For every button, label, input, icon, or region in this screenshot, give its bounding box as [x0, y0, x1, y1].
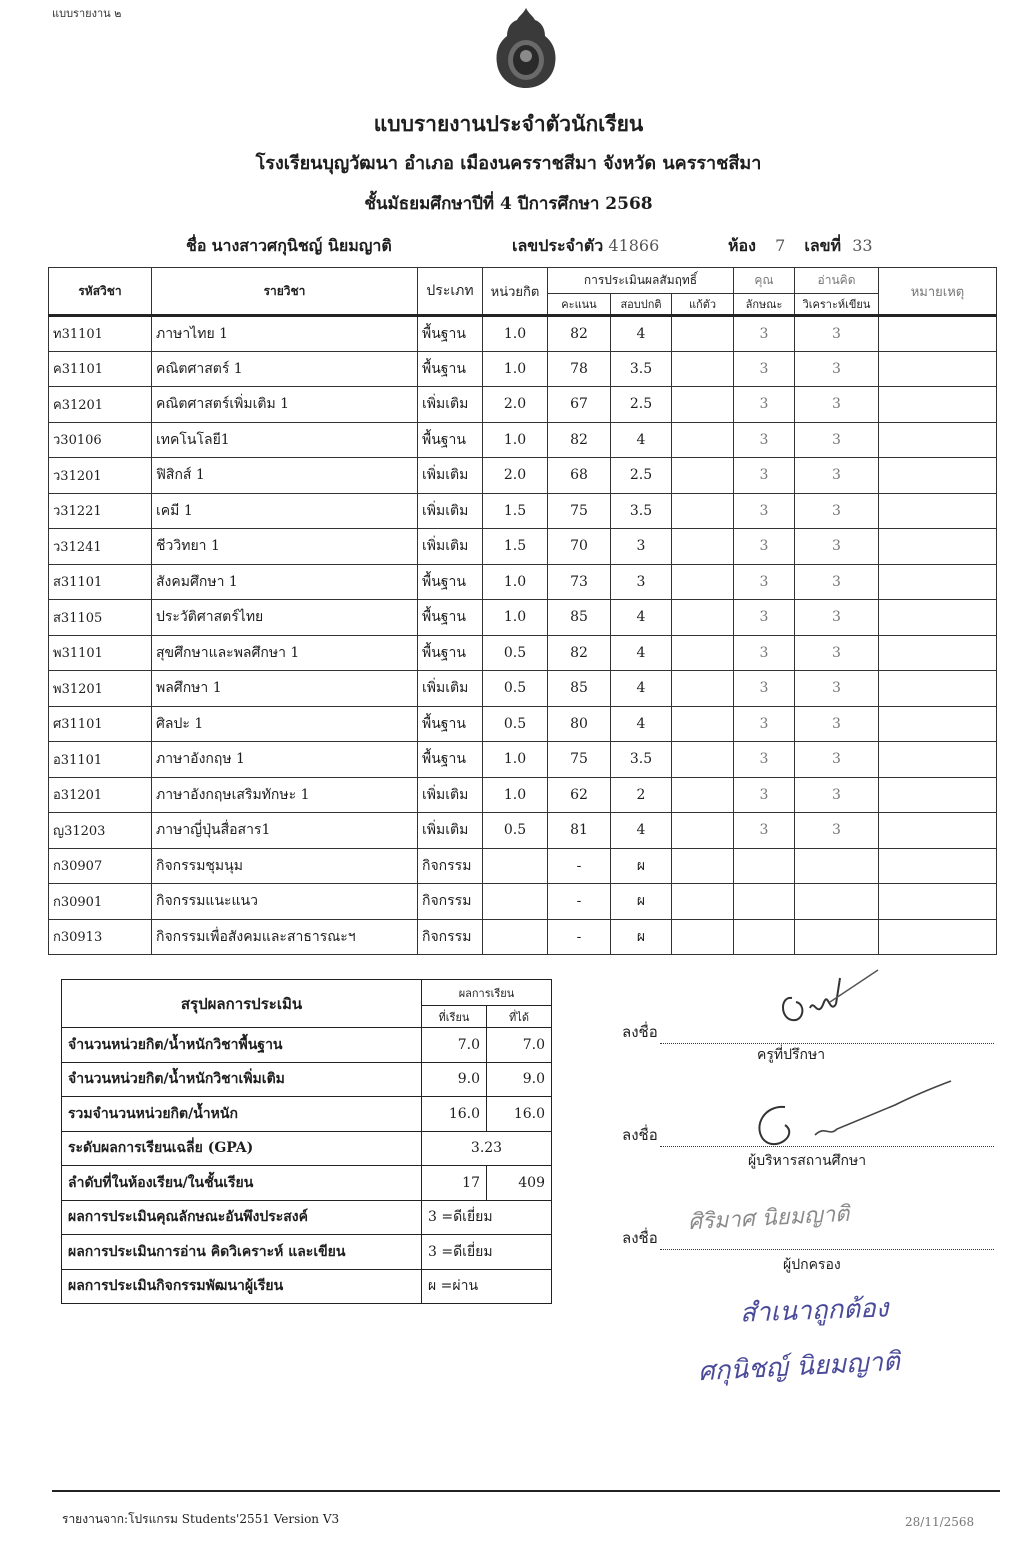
sign-label: ลงชื่อ [622, 1023, 658, 1041]
subject-read: 3 [795, 316, 879, 352]
subject-score: 67 [548, 387, 611, 423]
subject-remark [879, 635, 997, 671]
subject-remark [879, 351, 997, 387]
subject-char: 3 [734, 742, 795, 778]
summary-row-activity [62, 1269, 552, 1304]
subject-read: 3 [795, 635, 879, 671]
subject-retake [672, 813, 734, 849]
form-code: แบบรายงาน ๒ [52, 7, 122, 20]
summary-col-enrolled: ที่เรียน [422, 1006, 487, 1028]
summary-col-earned: ที่ได้ [487, 1006, 552, 1028]
subject-type: พื้นฐาน [418, 316, 483, 352]
subject-retake [672, 671, 734, 707]
subject-credits: 1.0 [483, 742, 548, 778]
subject-credits: 0.5 [483, 813, 548, 849]
level-line: ชั้นมัธยมศึกษาปีที่ 4 ปีการศึกษา 2568 [364, 194, 653, 214]
subject-score: 80 [548, 706, 611, 742]
subject-grade: 4 [611, 813, 672, 849]
summary-row-char [62, 1200, 552, 1235]
summary-title: สรุปผลการประเมิน [62, 980, 422, 1028]
subject-code: ส31105 [49, 600, 152, 636]
sign-label: ลงชื่อ [622, 1229, 658, 1247]
subject-code: ก30901 [49, 884, 152, 920]
report-title: แบบรายงานประจำตัวนักเรียน [373, 111, 644, 136]
subject-grade: 3.5 [611, 742, 672, 778]
subject-remark [879, 884, 997, 920]
subject-remark [879, 706, 997, 742]
subject-read: 3 [795, 813, 879, 849]
subject-remark [879, 600, 997, 636]
grade-row [49, 777, 997, 813]
subject-credits: 0.5 [483, 635, 548, 671]
subject-credits: 1.0 [483, 777, 548, 813]
subject-remark [879, 458, 997, 494]
subject-credits: 1.0 [483, 351, 548, 387]
subject-score: 82 [548, 316, 611, 352]
subject-type: พื้นฐาน [418, 351, 483, 387]
subject-name: ศิลปะ 1 [152, 706, 418, 742]
parent-role: ผู้ปกครอง [783, 1257, 841, 1273]
subject-code: ว31201 [49, 458, 152, 494]
subject-credits: 2.0 [483, 387, 548, 423]
subject-read: 3 [795, 777, 879, 813]
grade-row [49, 600, 997, 636]
subject-credits: 1.5 [483, 493, 548, 529]
subject-type: กิจกรรม [418, 919, 483, 955]
subject-retake [672, 742, 734, 778]
grade-row [49, 493, 997, 529]
grade-row [49, 387, 997, 423]
number-value: 33 [852, 236, 873, 255]
student-name: นางสาวศกุนิชญ์ นิยมญาติ [211, 236, 392, 255]
rank-room: 17 [422, 1166, 487, 1201]
subject-grade: 4 [611, 671, 672, 707]
subject-retake [672, 387, 734, 423]
subject-code: พ31201 [49, 671, 152, 707]
subject-credits: 1.5 [483, 529, 548, 565]
subject-code: ก30913 [49, 919, 152, 955]
subject-credits: 0.5 [483, 706, 548, 742]
subject-retake [672, 351, 734, 387]
subject-name: กิจกรรมเพื่อสังคมและสาธารณะฯ [152, 919, 418, 955]
subject-retake [672, 316, 734, 352]
student-name-row [186, 234, 392, 259]
summary-row-basic [62, 1028, 552, 1063]
subject-char: 3 [734, 458, 795, 494]
subject-remark [879, 919, 997, 955]
subject-name: ภาษาอังกฤษ 1 [152, 742, 418, 778]
read-label: ผลการประเมินการอ่าน คิดวิเคราะห์ และเขียน [62, 1235, 422, 1270]
subject-retake [672, 422, 734, 458]
subject-score: 73 [548, 564, 611, 600]
subject-code: พ31101 [49, 635, 152, 671]
summary-result-header: ผลการเรียน [422, 980, 552, 1006]
summary-label: จำนวนหน่วยกิต/น้ำหนักวิชาเพิ่มเติม [62, 1062, 422, 1097]
subject-code: ว31241 [49, 529, 152, 565]
subject-grade: 4 [611, 706, 672, 742]
char-value: 3 =ดีเยี่ยม [422, 1200, 552, 1235]
grade-row [49, 671, 997, 707]
subject-read [795, 919, 879, 955]
summary-earned: 9.0 [487, 1062, 552, 1097]
student-id-row [512, 234, 659, 259]
subject-char: 3 [734, 813, 795, 849]
subject-score: - [548, 919, 611, 955]
grade-row [49, 316, 997, 352]
subject-remark [879, 422, 997, 458]
school-line: โรงเรียนบุญวัฒนา อำเภอ เมืองนครราชสีมา จังหวัด นครราชสีมา [255, 153, 762, 174]
subject-type: พื้นฐาน [418, 422, 483, 458]
subject-read: 3 [795, 529, 879, 565]
subject-score: 78 [548, 351, 611, 387]
subject-name: ฟิสิกส์ 1 [152, 458, 418, 494]
subject-read: 3 [795, 387, 879, 423]
header-subject: รายวิชา [152, 268, 418, 316]
header-read-top: อ่านคิด [795, 268, 879, 294]
subject-code: อ31201 [49, 777, 152, 813]
rank-class: 409 [487, 1166, 552, 1201]
subject-score: 85 [548, 600, 611, 636]
subject-char: 3 [734, 564, 795, 600]
header-read-bottom: วิเคราะห์เขียน [795, 294, 879, 316]
subject-retake [672, 777, 734, 813]
subject-type: กิจกรรม [418, 848, 483, 884]
subject-char: 3 [734, 600, 795, 636]
subject-code: ศ31101 [49, 706, 152, 742]
grade-row [49, 529, 997, 565]
grade-row [49, 884, 997, 920]
header-char-bottom: ลักษณะ [734, 294, 795, 316]
subject-type: เพิ่มเติม [418, 493, 483, 529]
subject-name: ภาษาไทย 1 [152, 316, 418, 352]
grade-row [49, 351, 997, 387]
number-label: เลขที่ [804, 236, 842, 255]
subject-type: พื้นฐาน [418, 635, 483, 671]
summary-earned: 7.0 [487, 1028, 552, 1063]
room-value: 7 [775, 236, 786, 255]
subject-char: 3 [734, 387, 795, 423]
subject-credits [483, 919, 548, 955]
subject-score: 82 [548, 635, 611, 671]
subject-read: 3 [795, 671, 879, 707]
summary-label: รวมจำนวนหน่วยกิต/น้ำหนัก [62, 1097, 422, 1132]
subject-score: 81 [548, 813, 611, 849]
subject-code: ญ31203 [49, 813, 152, 849]
subject-remark [879, 777, 997, 813]
subject-type: เพิ่มเติม [418, 671, 483, 707]
subject-retake [672, 706, 734, 742]
subject-score: 75 [548, 493, 611, 529]
subject-retake [672, 600, 734, 636]
subject-name: ภาษาอังกฤษเสริมทักษะ 1 [152, 777, 418, 813]
grades-table [48, 267, 997, 955]
header-remark: หมายเหตุ [879, 268, 997, 316]
subject-grade: ผ [611, 884, 672, 920]
subject-char [734, 848, 795, 884]
subject-remark [879, 493, 997, 529]
subject-grade: 4 [611, 422, 672, 458]
subject-code: ท31101 [49, 316, 152, 352]
summary-label: จำนวนหน่วยกิต/น้ำหนักวิชาพื้นฐาน [62, 1028, 422, 1063]
summary-enrolled: 16.0 [422, 1097, 487, 1132]
certified-copy-note: สำเนาถูกต้อง [739, 1293, 889, 1329]
gpa-value: 3.23 [422, 1131, 552, 1166]
subject-retake [672, 458, 734, 494]
student-handwritten-name: ศกุนิชญ์ นิยมญาติ [697, 1346, 901, 1388]
summary-row-read [62, 1235, 552, 1270]
parent-signature: ศิริมาศ นิยมญาติ [687, 1201, 851, 1236]
subject-retake [672, 884, 734, 920]
subject-grade: 4 [611, 316, 672, 352]
subject-read [795, 848, 879, 884]
footer-date: 28/11/2568 [905, 1515, 975, 1529]
summary-row-gpa [62, 1131, 552, 1166]
subject-name: สุขศึกษาและพลศึกษา 1 [152, 635, 418, 671]
header-credits: หน่วยกิต [483, 268, 548, 316]
subject-char: 3 [734, 529, 795, 565]
header-retake: แก้ตัว [672, 294, 734, 316]
subject-read: 3 [795, 422, 879, 458]
subject-type: เพิ่มเติม [418, 529, 483, 565]
subject-retake [672, 848, 734, 884]
subject-read [795, 884, 879, 920]
subject-name: ภาษาญี่ปุ่นสื่อสาร1 [152, 813, 418, 849]
subject-credits [483, 848, 548, 884]
subject-read: 3 [795, 458, 879, 494]
subject-retake [672, 493, 734, 529]
subject-retake [672, 919, 734, 955]
subject-type: พื้นฐาน [418, 706, 483, 742]
advisor-role: ครูที่ปรึกษา [757, 1047, 826, 1063]
summary-enrolled: 9.0 [422, 1062, 487, 1097]
subject-score: - [548, 884, 611, 920]
activity-value: ผ =ผ่าน [422, 1269, 552, 1304]
subject-type: เพิ่มเติม [418, 777, 483, 813]
subject-name: คณิตศาสตร์ 1 [152, 351, 418, 387]
grade-row [49, 919, 997, 955]
subject-remark [879, 848, 997, 884]
subject-char: 3 [734, 316, 795, 352]
subject-char: 3 [734, 351, 795, 387]
name-label: ชื่อ [186, 236, 207, 255]
summary-row-total [62, 1097, 552, 1132]
footer-divider [52, 1490, 1000, 1492]
subject-remark [879, 813, 997, 849]
grade-row [49, 706, 997, 742]
room-row [728, 234, 873, 259]
subject-score: 82 [548, 422, 611, 458]
subject-score: 68 [548, 458, 611, 494]
grade-row [49, 458, 997, 494]
subject-name: กิจกรรมแนะแนว [152, 884, 418, 920]
gpa-label: ระดับผลการเรียนเฉลี่ย (GPA) [62, 1131, 422, 1166]
subject-type: เพิ่มเติม [418, 387, 483, 423]
subject-type: กิจกรรม [418, 884, 483, 920]
subject-char: 3 [734, 635, 795, 671]
subject-retake [672, 635, 734, 671]
subject-char: 3 [734, 493, 795, 529]
subject-credits: 0.5 [483, 671, 548, 707]
subject-grade: 3 [611, 529, 672, 565]
advisor-signature-icon [770, 968, 882, 1032]
header-type: ประเภท [418, 268, 483, 316]
subject-char: 3 [734, 422, 795, 458]
header-grade: สอบปกติ [611, 294, 672, 316]
subject-type: เพิ่มเติม [418, 458, 483, 494]
subject-code: อ31101 [49, 742, 152, 778]
subject-retake [672, 564, 734, 600]
grade-row [49, 742, 997, 778]
subject-read: 3 [795, 493, 879, 529]
subject-score: 75 [548, 742, 611, 778]
subject-char: 3 [734, 706, 795, 742]
subject-remark [879, 564, 997, 600]
subject-read: 3 [795, 706, 879, 742]
subject-grade: 3.5 [611, 351, 672, 387]
subject-read: 3 [795, 351, 879, 387]
read-value: 3 =ดีเยี่ยม [422, 1235, 552, 1270]
subject-grade: 2.5 [611, 387, 672, 423]
subject-grade: ผ [611, 848, 672, 884]
subject-type: พื้นฐาน [418, 564, 483, 600]
subject-remark [879, 742, 997, 778]
summary-row-rank [62, 1166, 552, 1201]
subject-name: เคมี 1 [152, 493, 418, 529]
subject-remark [879, 529, 997, 565]
grade-row [49, 422, 997, 458]
footer-source: รายงานจาก:โปรแกรม Students'2551 Version V3 [62, 1512, 340, 1526]
subject-read: 3 [795, 600, 879, 636]
grade-row [49, 635, 997, 671]
subject-type: พื้นฐาน [418, 742, 483, 778]
subject-name: กิจกรรมชุมนุม [152, 848, 418, 884]
subject-retake [672, 529, 734, 565]
subject-char: 3 [734, 671, 795, 707]
subject-credits: 1.0 [483, 422, 548, 458]
subject-credits: 2.0 [483, 458, 548, 494]
grade-row [49, 813, 997, 849]
rank-label: ลำดับที่ในห้องเรียน/ในชั้นเรียน [62, 1166, 422, 1201]
header-char-top: คุณ [734, 268, 795, 294]
subject-credits: 1.0 [483, 316, 548, 352]
sign-label: ลงชื่อ [622, 1126, 658, 1144]
subject-grade: 2.5 [611, 458, 672, 494]
subject-score: - [548, 848, 611, 884]
header-score: คะแนน [548, 294, 611, 316]
subject-char: 3 [734, 777, 795, 813]
subject-read: 3 [795, 564, 879, 600]
grade-row [49, 564, 997, 600]
subject-score: 85 [548, 671, 611, 707]
subject-code: ว30106 [49, 422, 152, 458]
subject-type: เพิ่มเติม [418, 813, 483, 849]
subject-grade: 4 [611, 600, 672, 636]
subject-char [734, 919, 795, 955]
subject-score: 70 [548, 529, 611, 565]
subject-char [734, 884, 795, 920]
header-achievement: การประเมินผลสัมฤทธิ์ [548, 268, 734, 294]
subject-code: ค31201 [49, 387, 152, 423]
student-id: 41866 [608, 236, 660, 255]
subject-grade: 3 [611, 564, 672, 600]
subject-read: 3 [795, 742, 879, 778]
subject-score: 62 [548, 777, 611, 813]
subject-type: พื้นฐาน [418, 600, 483, 636]
subject-code: ก30907 [49, 848, 152, 884]
char-label: ผลการประเมินคุณลักษณะอันพึงประสงค์ [62, 1200, 422, 1235]
subject-name: ชีววิทยา 1 [152, 529, 418, 565]
subject-name: เทคโนโลยี1 [152, 422, 418, 458]
summary-earned: 16.0 [487, 1097, 552, 1132]
subject-name: ประวัติศาสตร์ไทย [152, 600, 418, 636]
subject-code: ส31101 [49, 564, 152, 600]
subject-code: ว31221 [49, 493, 152, 529]
subject-credits: 1.0 [483, 564, 548, 600]
subject-remark [879, 316, 997, 352]
summary-table [61, 979, 552, 1304]
room-label: ห้อง [728, 236, 756, 255]
id-label: เลขประจำตัว [512, 236, 604, 255]
school-emblem-icon [493, 6, 559, 90]
subject-credits: 1.0 [483, 600, 548, 636]
subject-remark [879, 387, 997, 423]
subject-name: คณิตศาสตร์เพิ่มเติม 1 [152, 387, 418, 423]
director-role: ผู้บริหารสถานศึกษา [748, 1153, 867, 1169]
activity-label: ผลการประเมินกิจกรรมพัฒนาผู้เรียน [62, 1269, 422, 1304]
subject-remark [879, 671, 997, 707]
grade-row [49, 848, 997, 884]
subject-code: ค31101 [49, 351, 152, 387]
summary-enrolled: 7.0 [422, 1028, 487, 1063]
subject-name: สังคมศึกษา 1 [152, 564, 418, 600]
subject-grade: 3.5 [611, 493, 672, 529]
subject-credits [483, 884, 548, 920]
subject-grade: 2 [611, 777, 672, 813]
subject-grade: 4 [611, 635, 672, 671]
summary-row-additional [62, 1062, 552, 1097]
header-code: รหัสวิชา [49, 268, 152, 316]
subject-name: พลศึกษา 1 [152, 671, 418, 707]
subject-grade: ผ [611, 919, 672, 955]
